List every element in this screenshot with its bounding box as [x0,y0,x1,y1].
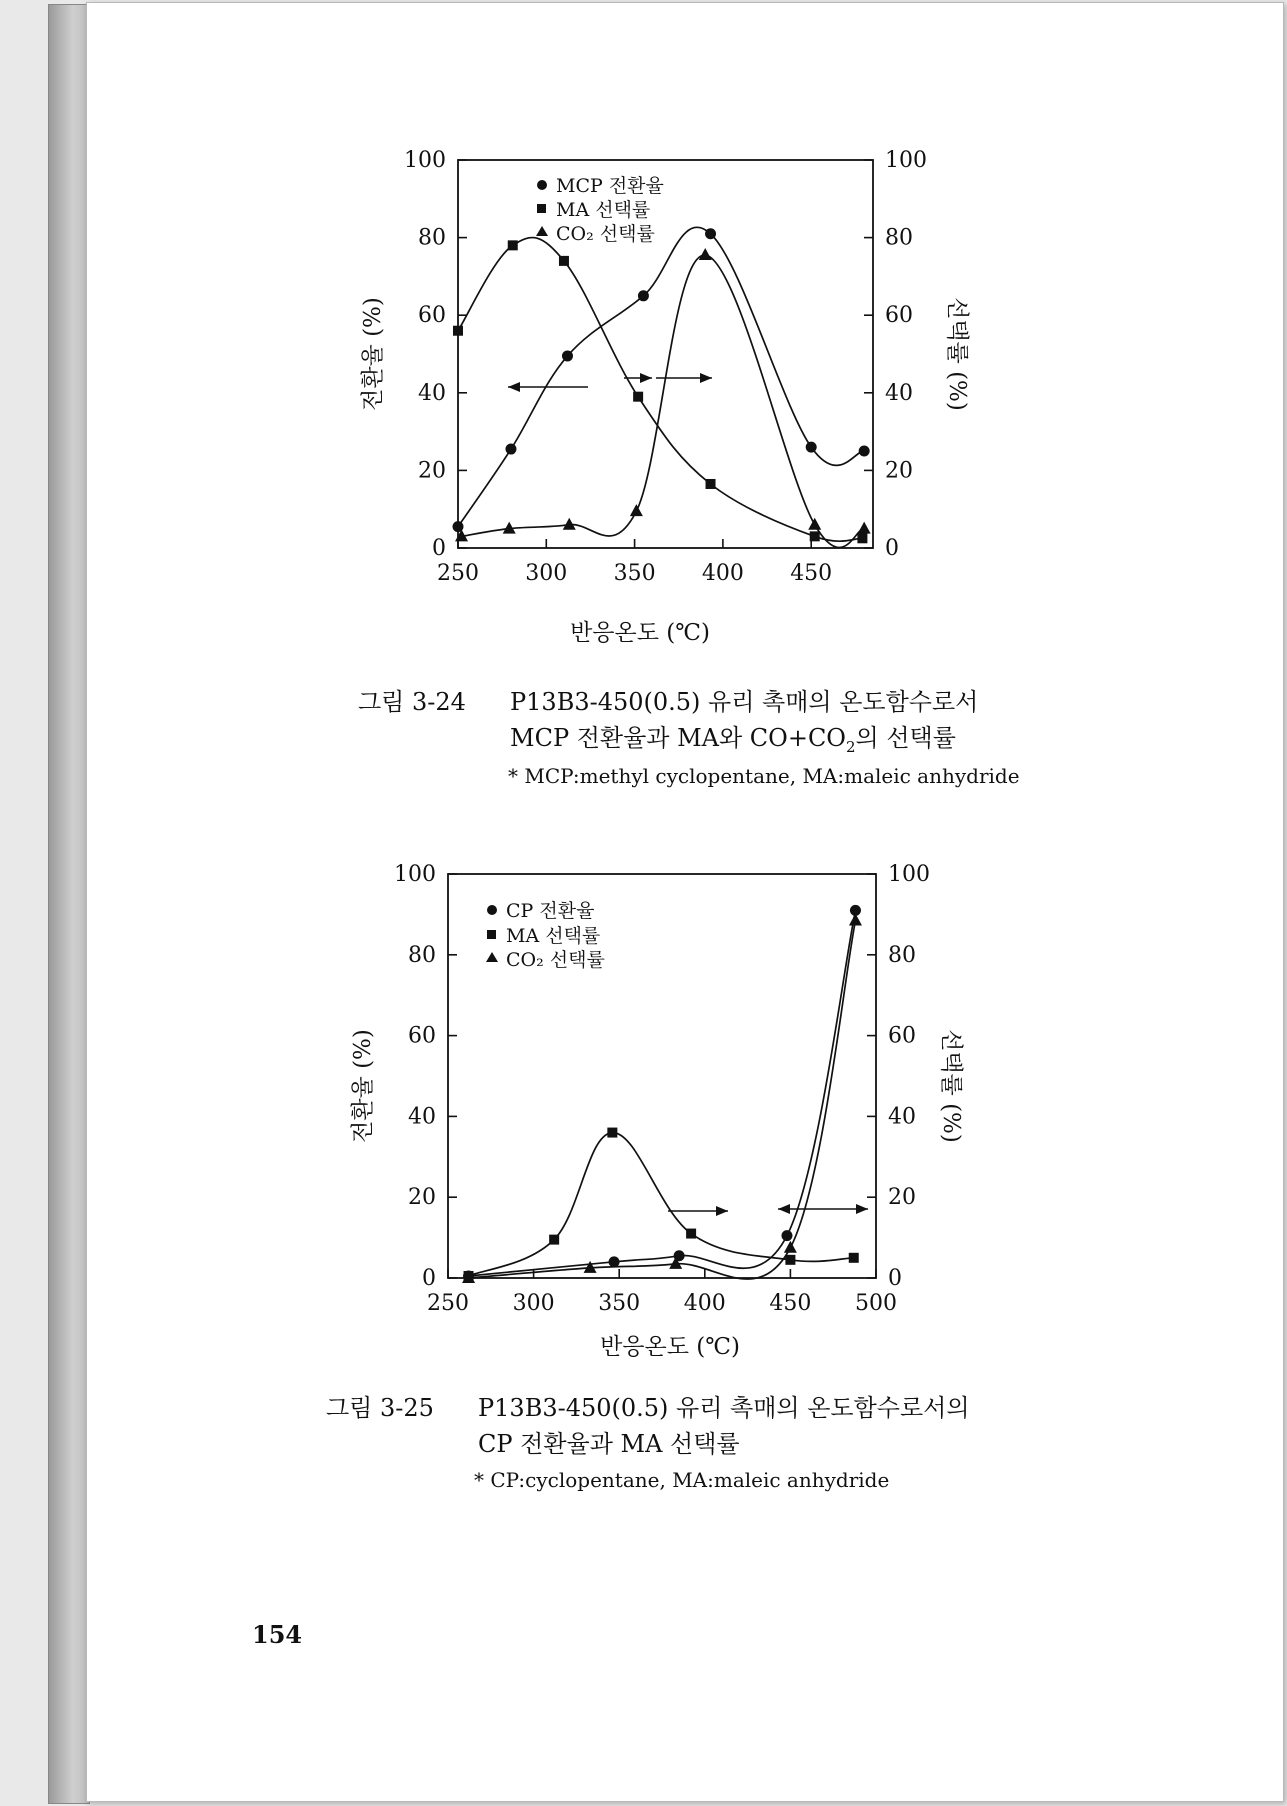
caption-line-2: MCP 전환율과 MA와 CO+CO [510,724,846,752]
y-axis-left-label: 전환율 (%) [360,297,386,411]
data-point-square [785,1255,795,1265]
data-point-triangle [849,913,862,925]
y-tick-left-label: 60 [408,1023,436,1049]
data-point-circle [505,444,516,455]
data-point-square [686,1229,696,1239]
data-point-square [633,392,643,402]
data-point-circle [609,1256,620,1267]
legend-label-series-1: MA 선택률 [506,925,601,947]
series-line-0 [458,227,864,526]
data-point-square [810,531,820,541]
page-number: 154 [252,1620,303,1649]
plot-frame [458,160,873,548]
caption-number: 그림 3-25 [326,1394,434,1422]
figure-3-25-note: * CP:cyclopentane, MA:maleic anhydride [474,1468,890,1492]
x-tick-label: 250 [427,1291,469,1316]
legend-label-series-2: CO₂ 선택률 [556,223,655,245]
legend-triangle-marker [486,952,498,962]
data-point-triangle [858,522,871,534]
y-tick-right-label: 20 [888,1185,916,1211]
data-point-circle [638,290,649,301]
data-point-square [607,1128,617,1138]
data-point-circle [562,350,573,361]
legend-square-marker [537,204,546,213]
y-tick-left-label: 0 [432,536,446,561]
x-tick-label: 400 [683,1291,726,1316]
caption-line-2-subscript: 2 [846,737,856,756]
series-line-2 [469,921,856,1280]
series-line-2 [462,255,865,547]
y-tick-right-label: 40 [888,1104,916,1130]
x-tick-label: 300 [512,1291,555,1316]
data-point-square [508,240,518,250]
y-tick-right-label: 20 [885,458,913,484]
figure-3-24-caption [358,684,978,765]
y-tick-left-label: 20 [408,1185,436,1211]
y-tick-right-label: 100 [885,148,927,173]
y-tick-right-label: 0 [888,1266,902,1291]
y-axis-left-label: 전환율 (%) [350,1029,376,1143]
figure-3-24-chart [340,140,980,660]
legend [536,175,664,245]
caption-line-1: P13B3-450(0.5) 유리 촉매의 온도함수로서 [510,688,979,716]
y-tick-left-label: 20 [418,458,446,484]
direction-arrows [668,1204,868,1216]
legend-circle-marker [537,180,547,190]
y-tick-left-label: 100 [394,862,436,887]
direction-arrows [508,373,712,392]
figure-3-25-chart [340,860,980,1380]
y-tick-right-label: 60 [885,303,913,329]
x-tick-label: 350 [598,1291,641,1316]
legend-label-series-2: CO₂ 선택률 [506,949,605,971]
data-point-square [857,533,867,543]
figure-3-25-caption [326,1390,970,1462]
data-point-triangle [630,504,643,516]
data-point-circle [705,228,716,239]
data-point-square [706,479,716,489]
data-point-square [453,326,463,336]
y-tick-right-label: 80 [888,942,916,968]
data-point-triangle [563,518,576,530]
x-tick-label: 400 [701,561,744,586]
y-tick-left-label: 80 [418,225,446,251]
caption-line-2: CP 전환율과 MA 선택률 [478,1430,740,1458]
y-tick-left-label: 80 [408,942,436,968]
legend-triangle-marker [536,226,548,236]
legend-label-series-1: MA 선택률 [556,199,651,221]
y-tick-right-label: 60 [888,1023,916,1049]
data-point-square [559,256,569,266]
legend-circle-marker [487,905,497,915]
x-tick-label: 450 [769,1291,812,1316]
x-tick-label: 250 [437,561,479,586]
legend-square-marker [487,930,496,939]
x-tick-label: 500 [855,1291,897,1316]
y-tick-right-label: 40 [885,380,913,406]
data-point-triangle [784,1241,797,1253]
y-tick-left-label: 40 [408,1104,436,1130]
y-tick-right-label: 100 [888,862,930,887]
data-point-square [849,1253,859,1263]
x-tick-label: 450 [790,561,833,586]
y-tick-left-label: 60 [418,303,446,329]
caption-line-2-tail: 의 선택률 [855,724,956,752]
y-tick-left-label: 100 [404,148,446,173]
book-spine [48,4,90,1804]
x-axis-label: 반응온도 (℃) [570,620,710,646]
x-tick-label: 350 [613,561,656,586]
y-tick-left-label: 0 [422,1266,436,1291]
data-point-circle [859,446,870,457]
caption-line-1: P13B3-450(0.5) 유리 촉매의 온도함수로서의 [478,1394,970,1422]
series-line-1 [469,1133,854,1276]
x-axis-label: 반응온도 (℃) [600,1334,740,1360]
y-axis-right-label: 선택률 (%) [944,297,970,411]
y-tick-right-label: 80 [885,225,913,251]
data-point-square [549,1235,559,1245]
y-axis-right-label: 선택률 (%) [938,1029,964,1143]
legend-label-series-0: CP 전환율 [506,900,595,922]
y-tick-right-label: 0 [885,536,899,561]
y-tick-left-label: 40 [418,380,446,406]
figure-3-24-note: * MCP:methyl cyclopentane, MA:maleic anhydride [508,764,1020,788]
data-point-triangle [808,518,821,530]
data-point-circle [781,1230,792,1241]
data-point-triangle [699,248,712,260]
data-point-circle [806,442,817,453]
caption-number: 그림 3-24 [358,688,466,716]
legend [486,900,605,971]
x-tick-label: 300 [525,561,568,586]
legend-label-series-0: MCP 전환율 [556,175,664,197]
